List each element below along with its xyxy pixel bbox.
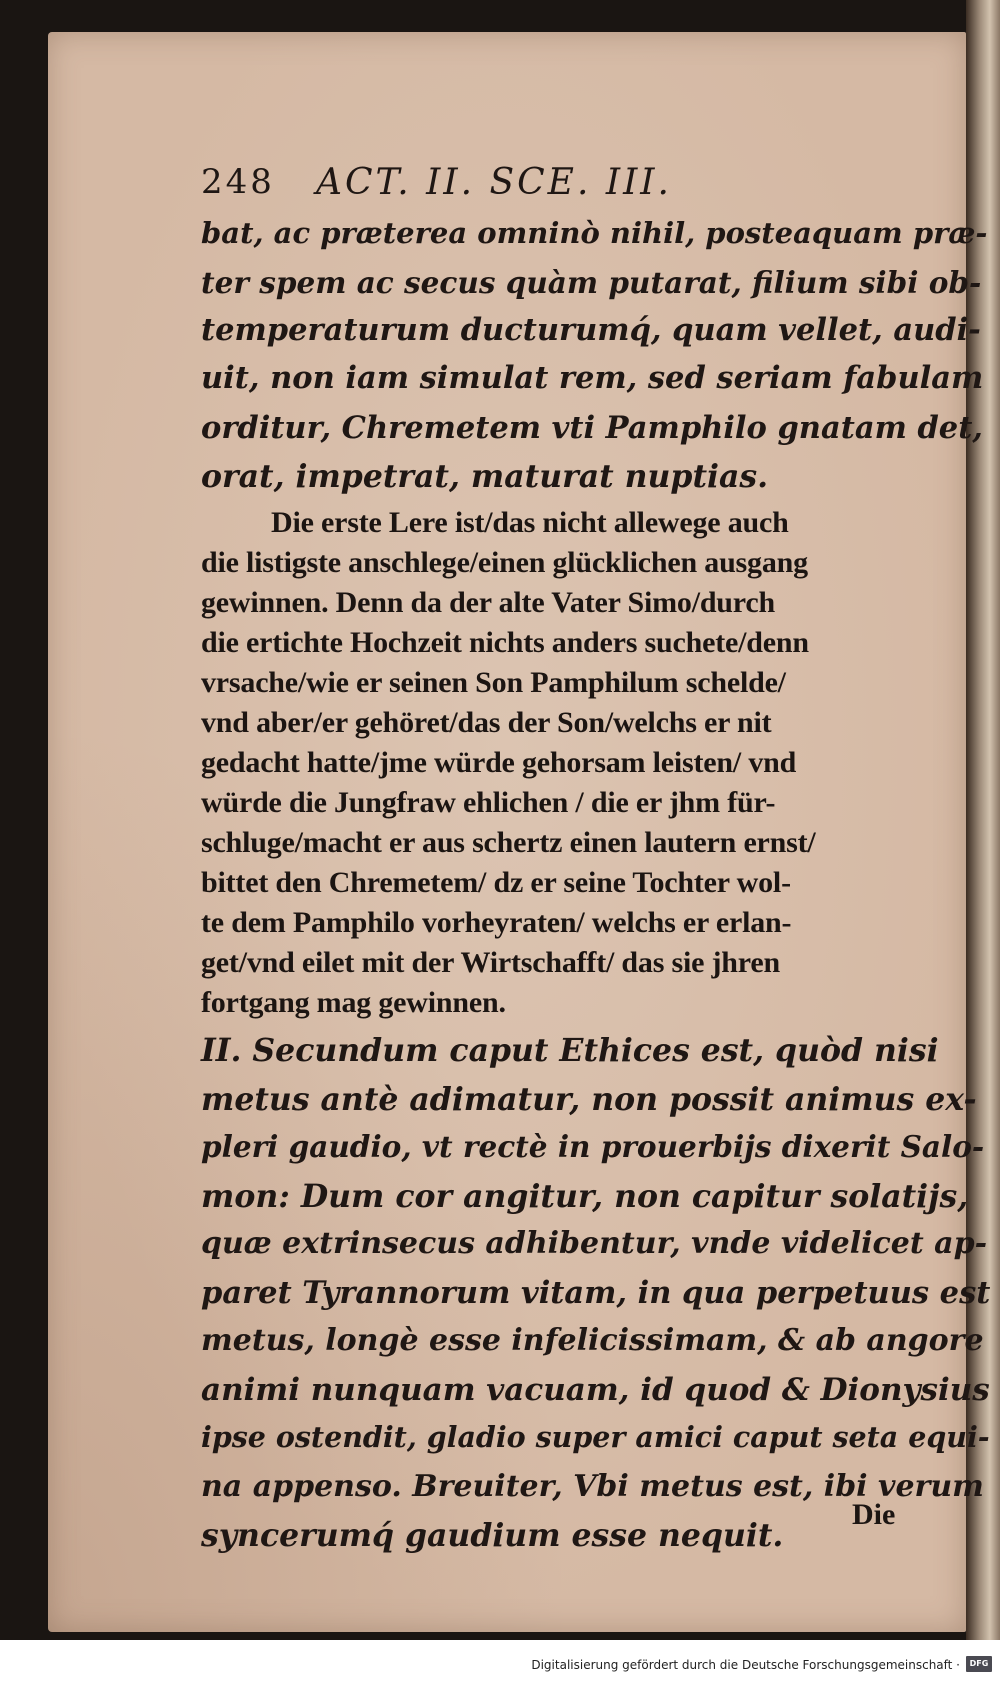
funding-credit: Digitalisierung gefördert durch die Deutsche Forschungsgemeinschaft · xyxy=(531,1658,960,1672)
text-line: die ertichte Hochzeit nichts anders suchete/denn xyxy=(201,626,809,659)
text-line: metus antè adimatur, non possit animus ex- xyxy=(201,1081,977,1118)
text-line: orditur, Chremetem vti Pamphilo gnatam det, xyxy=(201,410,983,446)
text-line: schluge/macht er aus schertz einen lautern ernst/ xyxy=(201,826,816,859)
text-line: paret Tyrannorum vitam, in qua perpetuus est xyxy=(201,1275,991,1311)
dfg-logo-icon: DFG xyxy=(966,1656,992,1672)
text-line: Die erste Lere ist/das nicht allewege auch xyxy=(271,506,789,539)
page-number: 248 xyxy=(201,162,275,202)
text-line: temperaturum ducturumq́, quam vellet, audi- xyxy=(201,312,981,348)
text-line: get/vnd eilet mit der Wirtschafft/ das sie jhren xyxy=(201,946,780,979)
text-line: vnd aber/er gehöret/das der Son/welchs er nit xyxy=(201,706,772,739)
text-line: bittet den Chremetem/ dz er seine Tochter wol- xyxy=(201,866,791,899)
text-line: metus, longè esse infelicissimam, & ab angore xyxy=(201,1323,984,1358)
text-line: te dem Pamphilo vorheyraten/ welchs er erlan- xyxy=(201,906,792,939)
text-line: quæ extrinsecus adhibentur, vnde videlicet ap- xyxy=(201,1226,988,1261)
text-line: würde die Jungfraw ehlichen / die er jhm für- xyxy=(201,786,776,819)
text-line: ipse ostendit, gladio super amici caput seta equi- xyxy=(201,1420,990,1454)
text-line: na appenso. Breuiter, Vbi metus est, ibi verum xyxy=(201,1469,984,1504)
text-line: pleri gaudio, vt rectè in prouerbijs dixerit Salo- xyxy=(201,1129,985,1164)
page-header xyxy=(201,162,851,210)
footer xyxy=(0,1640,1000,1684)
text-line: bat, ac præterea omninò nihil, posteaquam præ- xyxy=(201,216,988,250)
text-line: vrsache/wie er seinen Son Pamphilum schelde/ xyxy=(201,666,786,699)
catchword: Die xyxy=(852,1498,896,1531)
text-line: orat, impetrat, maturat nuptias. xyxy=(201,458,769,495)
text-line: uit, non iam simulat rem, sed seriam fabulam xyxy=(201,360,984,396)
text-line: die listigste anschlege/einen glücklichen ausgang xyxy=(201,546,808,579)
text-line: II. Secundum caput Ethices est, quòd nisi xyxy=(201,1032,939,1069)
text-line: gedacht hatte/jme würde gehorsam leisten/ vnd xyxy=(201,746,797,779)
text-line: ter spem ac secus quàm putarat, filium sibi ob- xyxy=(201,265,982,300)
text-line: gewinnen. Denn da der alte Vater Simo/durch xyxy=(201,586,775,619)
text-line: animi nunquam vacuam, id quod & Dionysius xyxy=(201,1372,990,1408)
text-line: mon: Dum cor angitur, non capitur solatijs, xyxy=(201,1178,969,1215)
text-line: fortgang mag gewinnen. xyxy=(201,986,506,1019)
book-page xyxy=(48,32,991,1632)
text-line: syncerumq́ gaudium esse nequit. xyxy=(201,1517,784,1554)
running-head: ACT. II. SCE. III. xyxy=(316,162,672,203)
